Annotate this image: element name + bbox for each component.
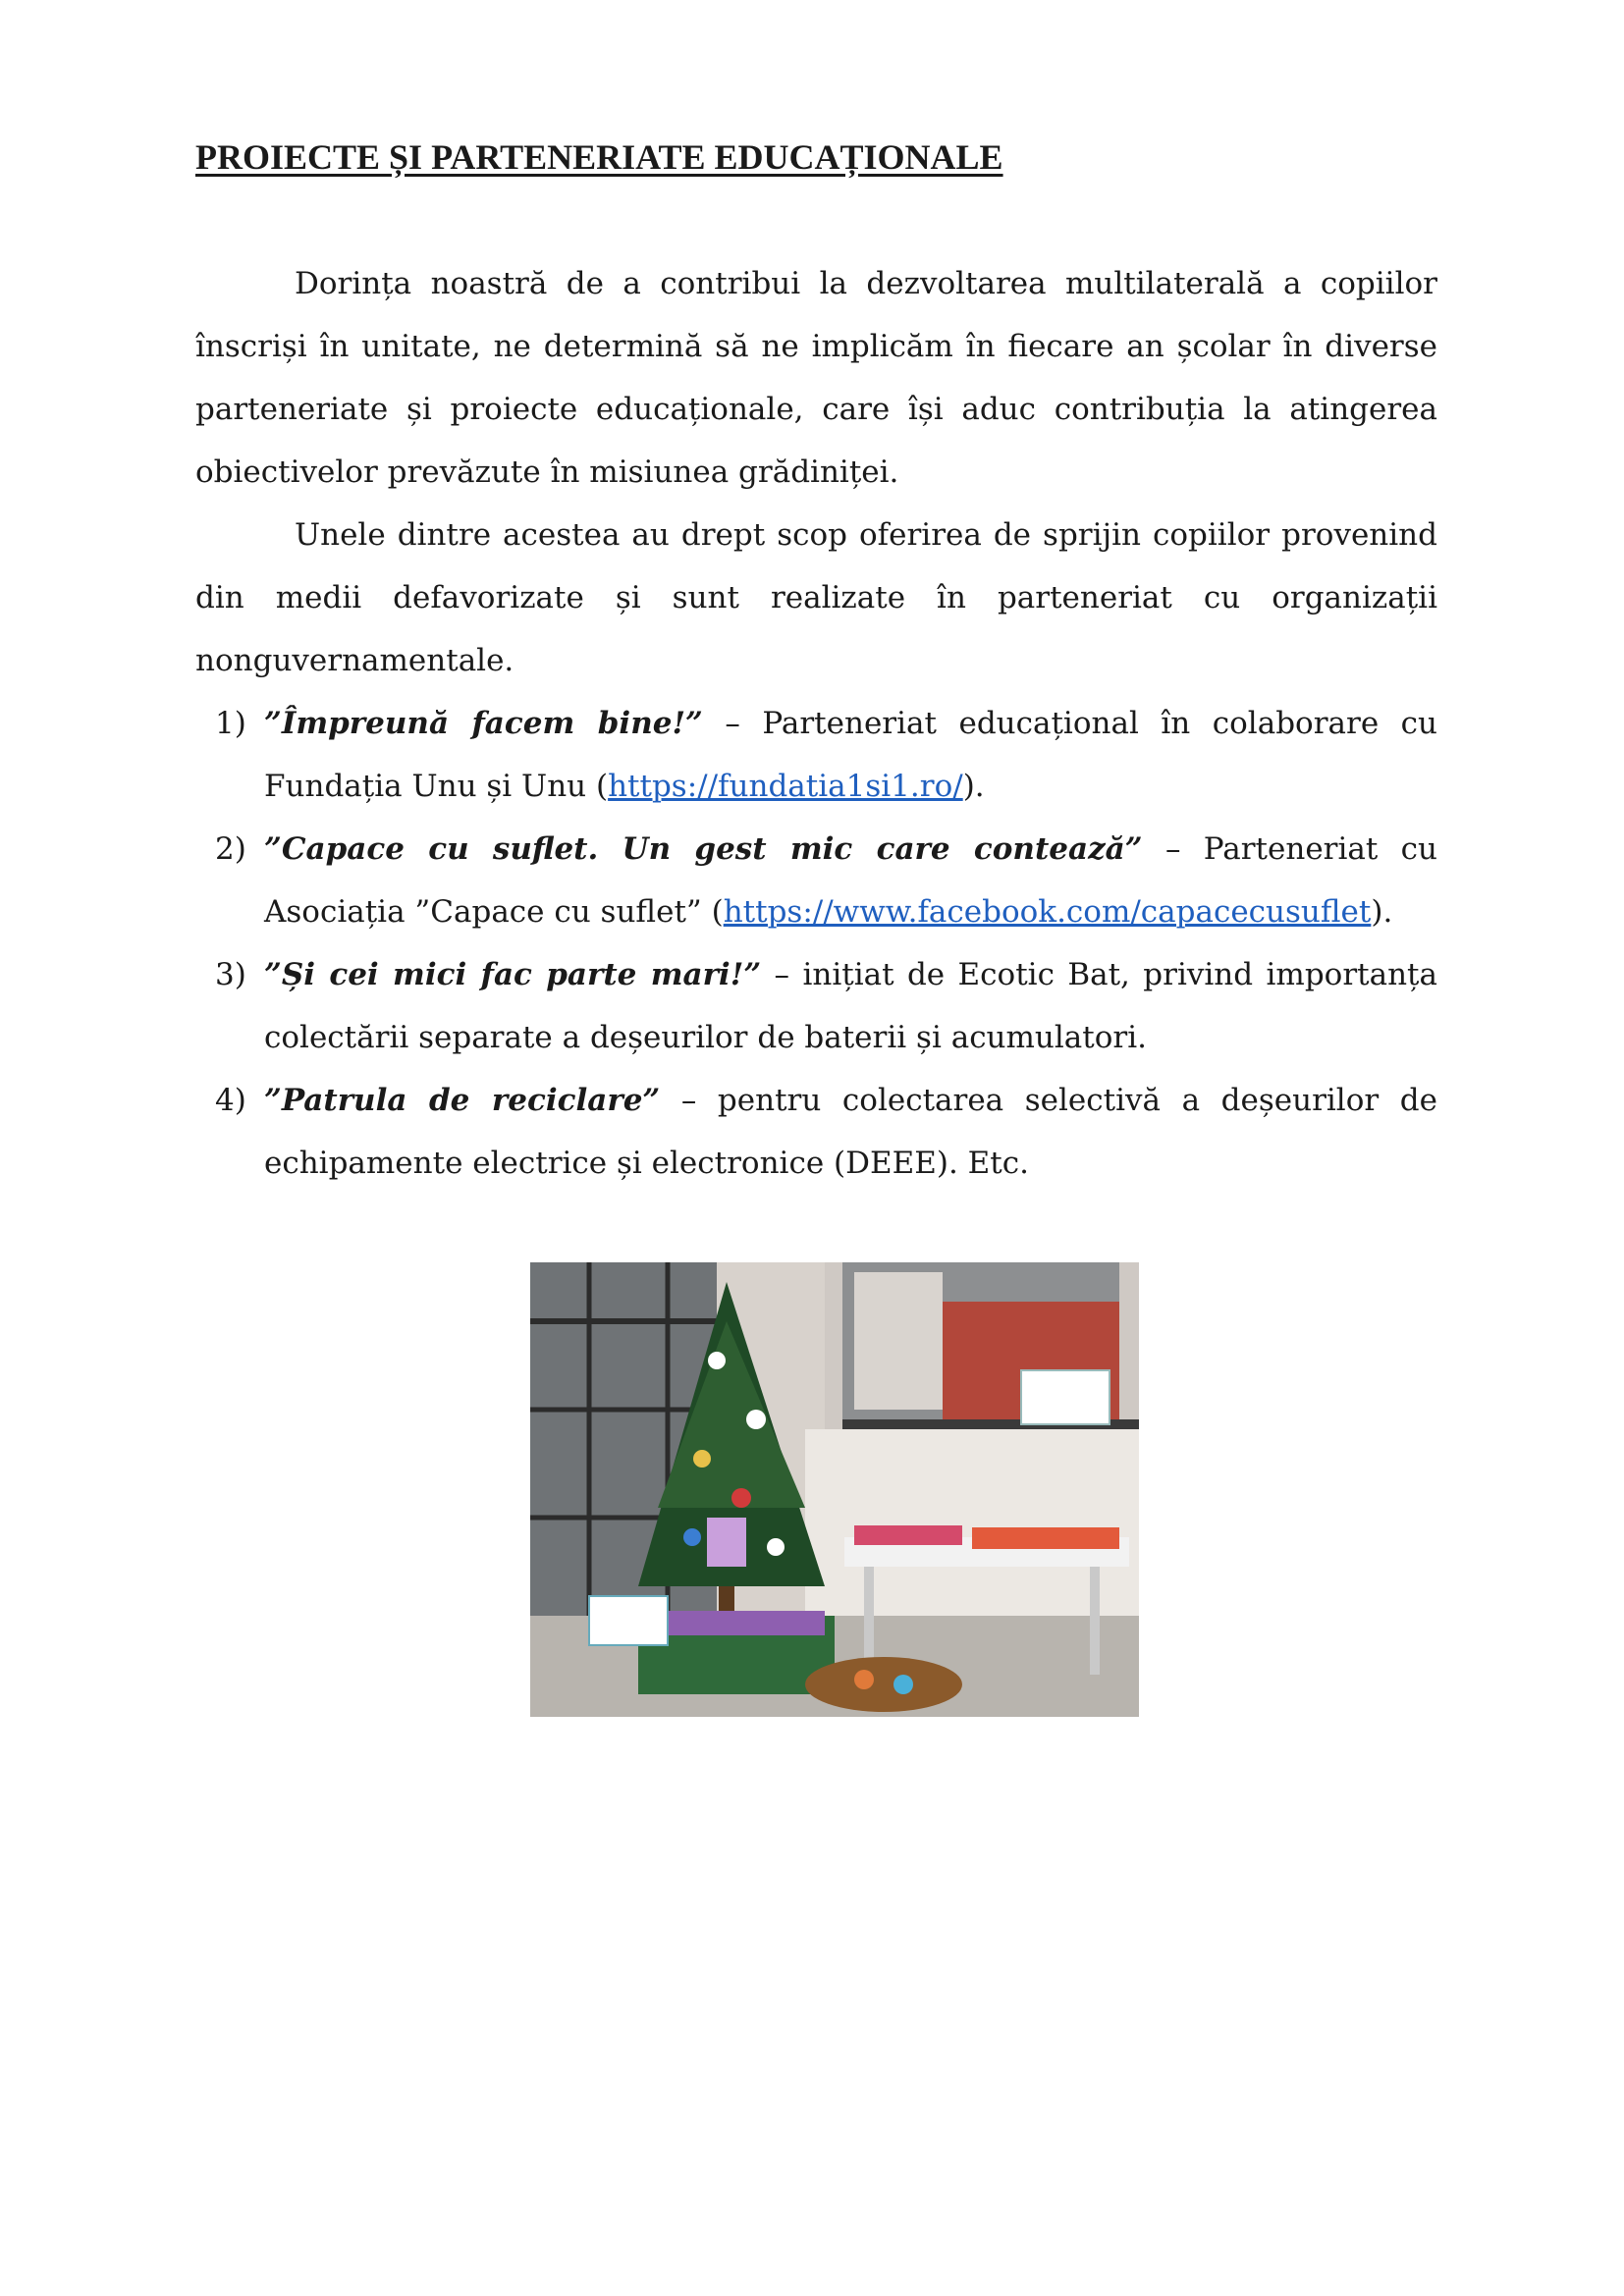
facebook-link[interactable]: https://www.facebook.com/capacecusuflet bbox=[723, 894, 1372, 930]
item-number: 4) bbox=[215, 1083, 246, 1118]
item-number: 2) bbox=[215, 831, 246, 867]
item-number: 1) bbox=[215, 706, 246, 741]
item-text-end: ). bbox=[1371, 894, 1393, 930]
item-text-end: ). bbox=[962, 769, 985, 804]
list-item bbox=[195, 943, 1437, 1069]
list-item bbox=[195, 818, 1437, 943]
fundatia-link[interactable]: https://fundatia1si1.ro/ bbox=[608, 769, 963, 804]
item-number: 3) bbox=[215, 957, 246, 992]
item-title: ”Împreună facem bine!” bbox=[264, 706, 703, 741]
item-text: – Parteneriat cu Asociația ”Capace cu suflet” ( bbox=[264, 831, 1437, 930]
intro-paragraph: Dorința noastră de a contribui la dezvoltarea multilaterală a copiilor înscriși în unitate, ne determină să ne implicăm în fiecare an școlar în diverse parteneriate și proiecte educaționale, care își aduc contribuția la atingerea obiectivelor prevăzute în misiunea grădiniței. bbox=[195, 266, 1437, 490]
item-title: ”Patrula de reciclare” bbox=[264, 1083, 661, 1118]
partners-paragraph: Unele dintre acestea au drept scop oferirea de sprijin copiilor provenind din medii defavorizate și sunt realizate în parteneriat cu organizații nonguvernamentale. bbox=[195, 517, 1437, 678]
item-text: – pentru colectarea selectivă a deșeurilor de echipamente electrice și electronice (DEEE). Etc. bbox=[264, 1083, 1437, 1181]
project-list bbox=[195, 692, 1437, 1195]
item-title: ”Capace cu suflet. Un gest mic care contează” bbox=[264, 831, 1143, 867]
christmas-tree-photo bbox=[530, 1262, 1139, 1717]
item-title: ”Și cei mici fac parte mari!” bbox=[264, 957, 762, 992]
item-text: – inițiat de Ecotic Bat, privind importanța colectării separate a deșeurilor de baterii și acumulatori. bbox=[264, 957, 1437, 1055]
list-item bbox=[195, 1069, 1437, 1195]
page-title: PROIECTE ȘI PARTENERIATE EDUCAȚIONALE bbox=[195, 137, 1003, 177]
list-item bbox=[195, 692, 1437, 818]
item-text: – Parteneriat educațional în colaborare cu Fundația Unu și Unu ( bbox=[264, 706, 1437, 804]
